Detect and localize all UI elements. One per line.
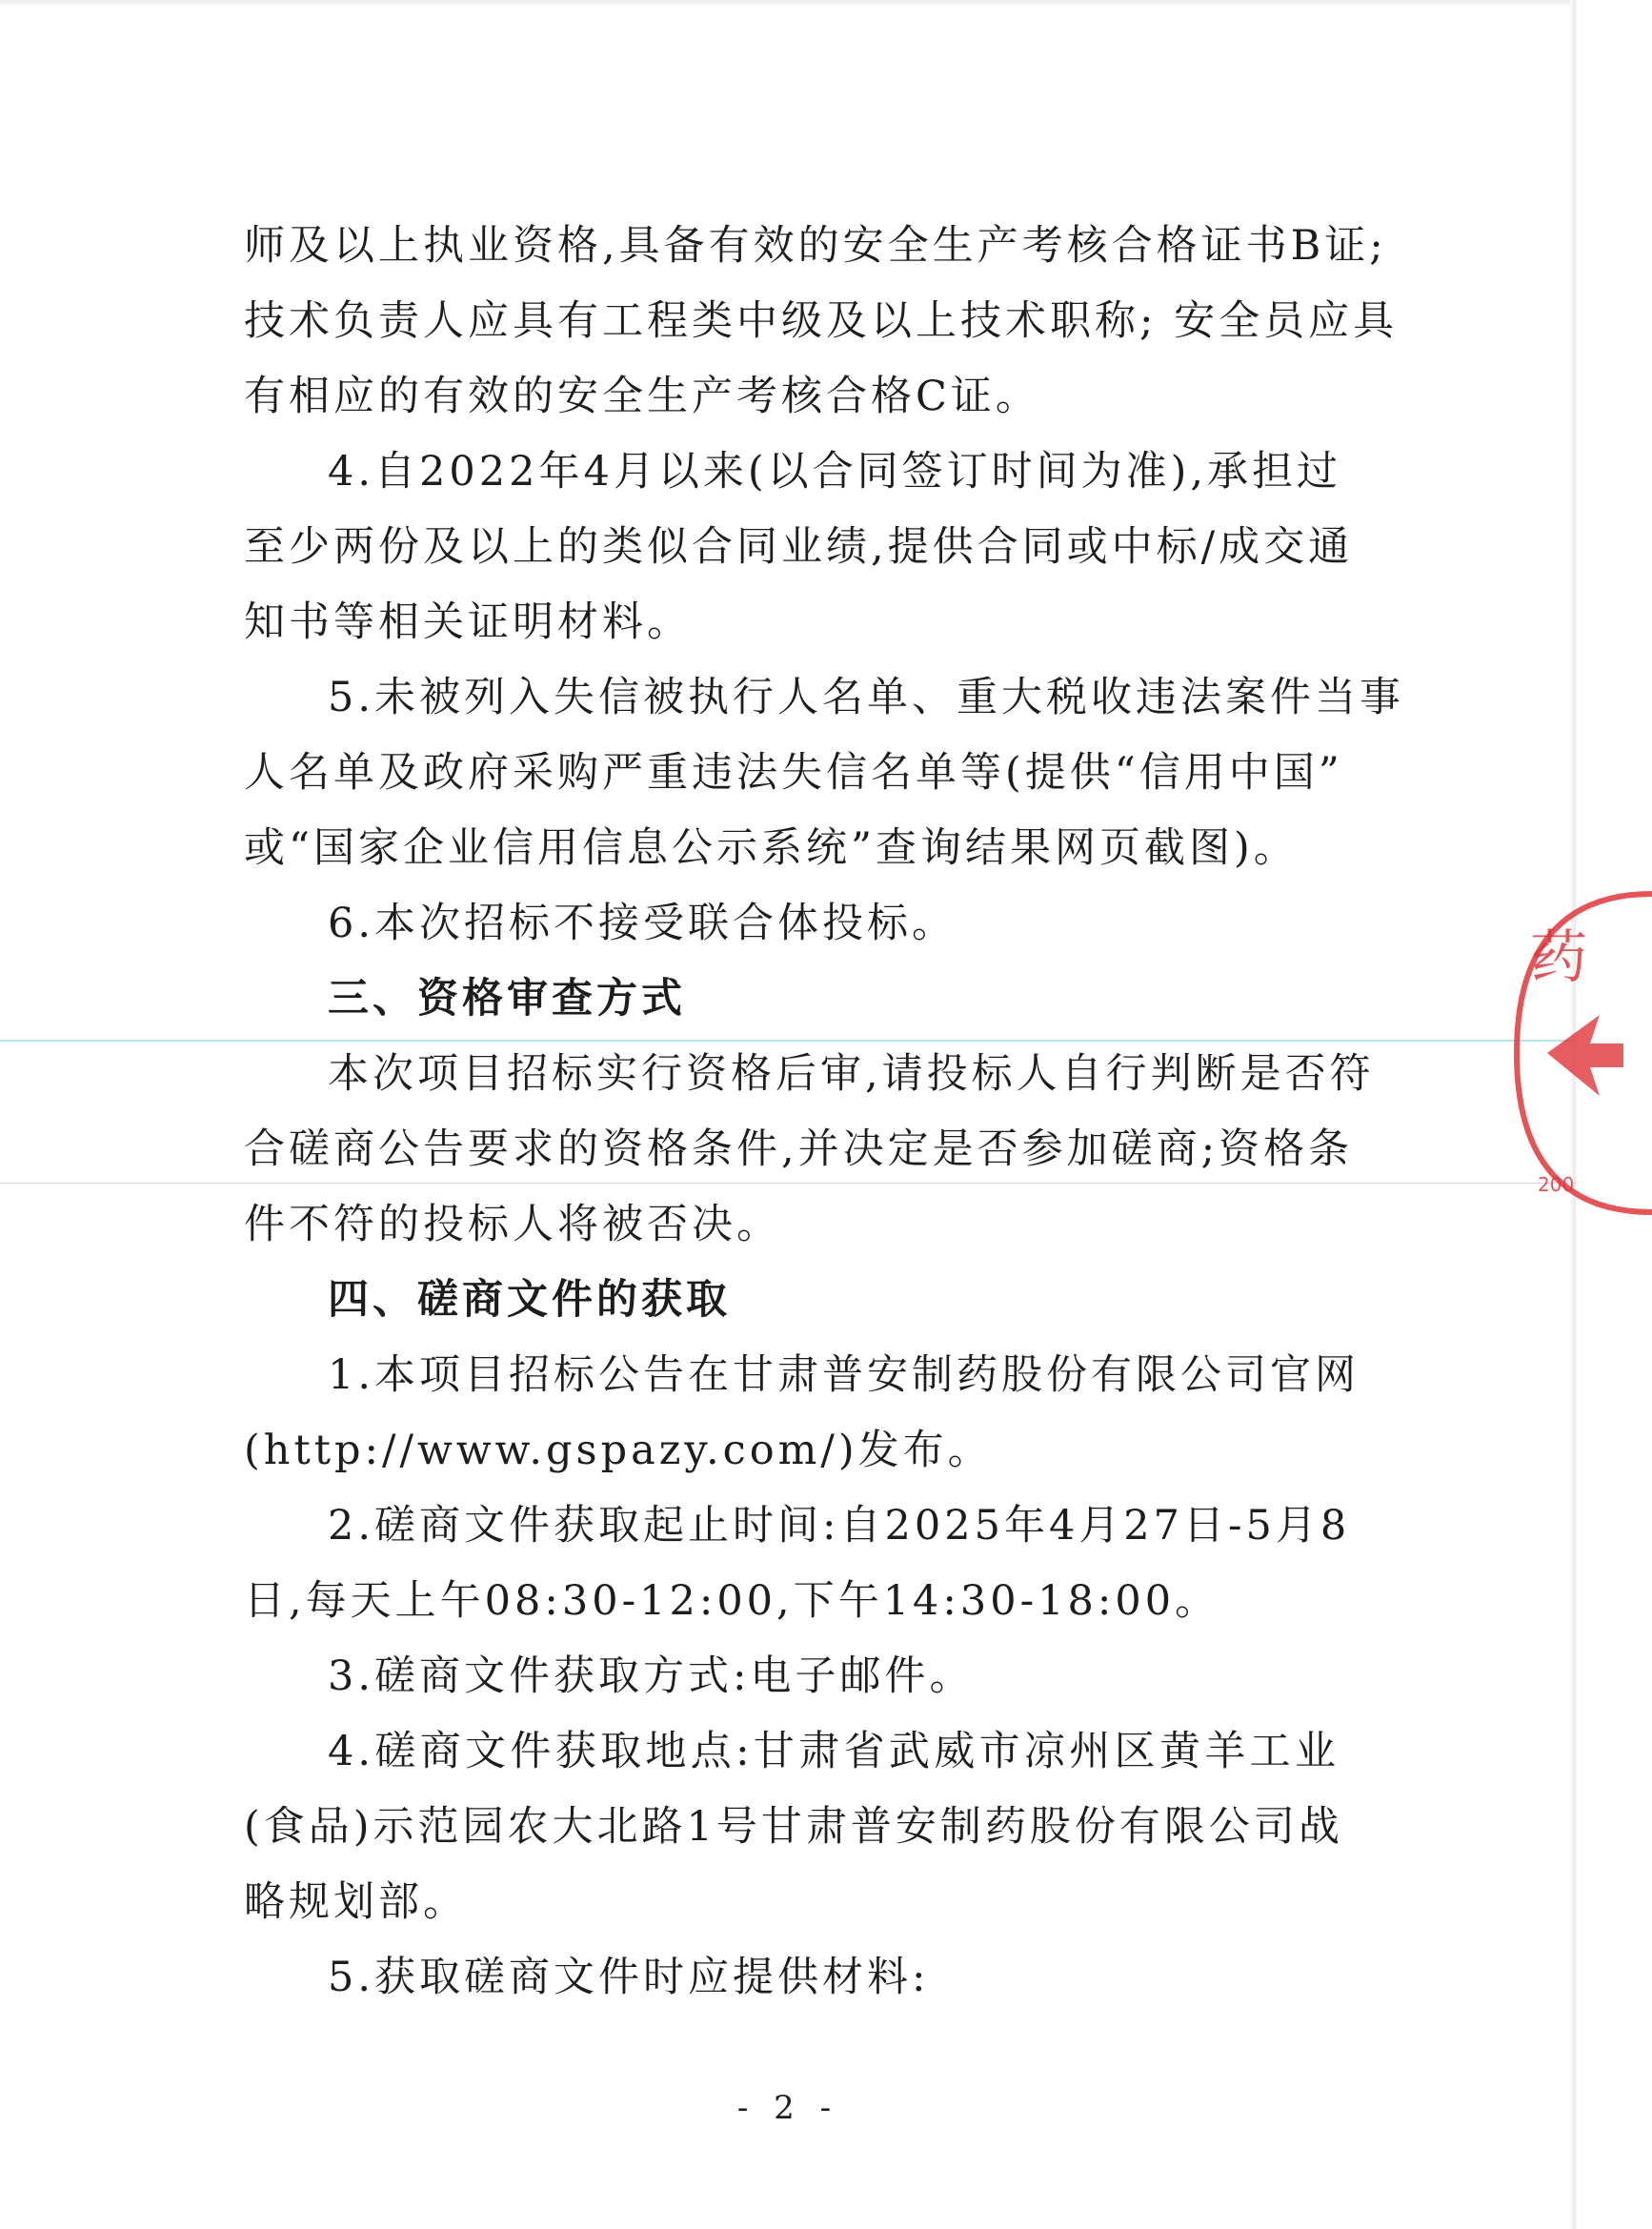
section-heading: 三、资格审查方式 <box>328 975 686 1023</box>
text-line: 合磋商公告要求的资格条件,并决定是否参加磋商;资格条 <box>244 1125 1354 1173</box>
text-line: 人名单及政府采购严重违法失信名单等(提供“信用中国” <box>244 749 1343 797</box>
text-line: 日,每天上午08:30-12:00,下午14:30-18:00。 <box>244 1577 1220 1625</box>
text-line: 本次项目招标实行资格后审,请投标人自行判断是否符 <box>328 1050 1375 1098</box>
text-line: 或“国家企业信用信息公示系统”查询结果网页截图)。 <box>244 824 1299 872</box>
text-line: 1.本项目招标公告在甘肃普安制药股份有限公司官网 <box>328 1351 1360 1399</box>
text-line: 件不符的投标人将被否决。 <box>244 1201 781 1248</box>
text-line: 至少两份及以上的类似合同业绩,提供合同或中标/成交通 <box>244 523 1354 571</box>
document-body <box>244 209 1405 2016</box>
text-line: 2.磋商文件获取起止时间:自2025年4月27日-5月8 <box>328 1502 1351 1550</box>
text-line: 4.自2022年4月以来(以合同签订时间为准),承担过 <box>328 448 1342 496</box>
seal-year: 200 <box>1538 1173 1575 1196</box>
company-seal <box>1509 886 1652 1220</box>
text-line: 6.本次招标不接受联合体投标。 <box>328 900 957 947</box>
text-line: (食品)示范园农大北路1号甘肃普安制药股份有限公司战 <box>244 1803 1343 1851</box>
text-line: 师及以上执业资格,具备有效的安全生产考核合格证书B证; <box>244 222 1387 270</box>
section-heading: 四、磋商文件的获取 <box>328 1276 731 1324</box>
scan-edge-top <box>0 0 1576 8</box>
seal-text: 药 <box>1530 924 1587 991</box>
text-line: 3.磋商文件获取方式:电子邮件。 <box>328 1652 975 1700</box>
text-line: (http://www.gspazy.com/)发布。 <box>244 1427 993 1474</box>
text-line: 有相应的有效的安全生产考核合格C证。 <box>244 373 1040 420</box>
text-line: 5.未被列入失信被执行人名单、重大税收违法案件当事 <box>328 674 1405 721</box>
page-number: - 2 - <box>736 2089 839 2127</box>
text-line: 略规划部。 <box>244 1878 468 1926</box>
text-line: 4.磋商文件获取地点:甘肃省武威市凉州区黄羊工业 <box>328 1728 1340 1775</box>
text-line: 技术负责人应具有工程类中级及以上技术职称; 安全员应具 <box>244 297 1399 345</box>
text-line: 5.获取磋商文件时应提供材料: <box>328 1954 930 2001</box>
seal-star <box>1547 1015 1623 1096</box>
text-line: 知书等相关证明材料。 <box>244 598 692 646</box>
